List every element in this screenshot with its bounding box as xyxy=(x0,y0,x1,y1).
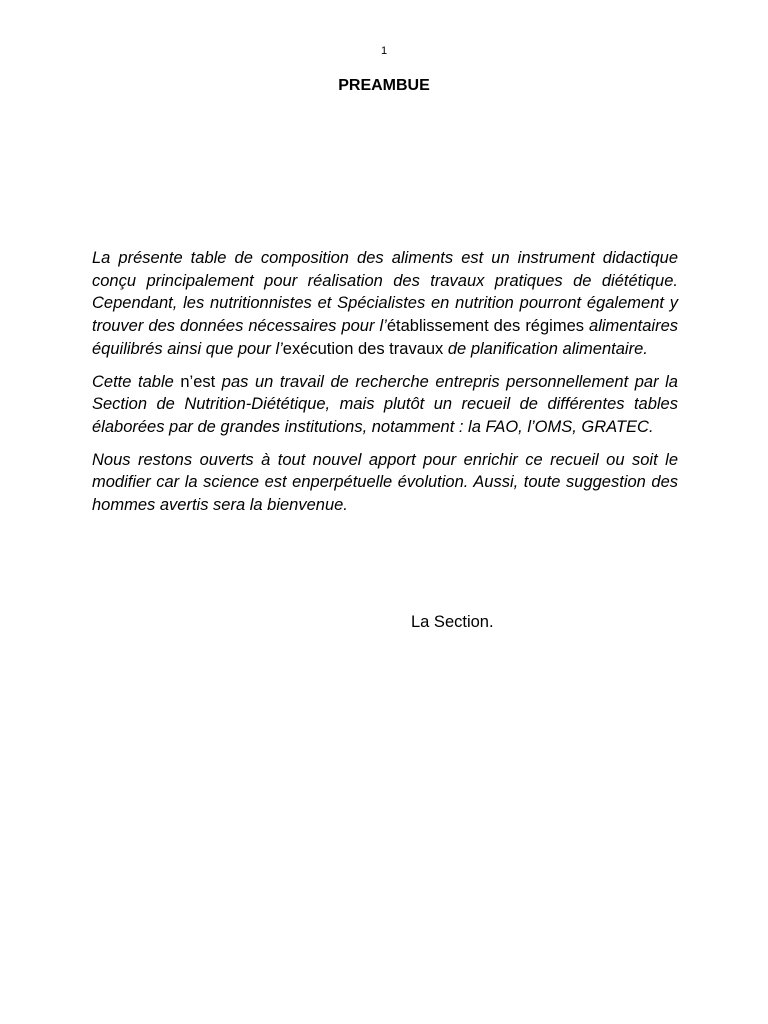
page-title: PREAMBUE xyxy=(338,77,430,94)
signature: La Section. xyxy=(411,613,494,631)
page-number: 1 xyxy=(380,45,388,57)
paragraph-sources xyxy=(92,371,678,439)
emphasis-execution-travaux: exécution des travaux xyxy=(282,339,444,358)
paragraph-purpose-text: La présente table de composition des aliments est un instrument didactique conçu principalement pour réalisation des travaux pratiques de diététique. Cependant, les nutritionnistes et Spécialistes en nutrition pourront également y trouver des données nécessaires pour l’ xyxy=(92,249,678,336)
paragraph-sources-text: Cette table xyxy=(92,372,181,391)
paragraph-sources-text-2: pas un travail de recherche entrepris personnellement par la Section de Nutrition-Diététique, mais plutôt un recueil de différentes tables élaborées par de grandes institutions, notamment : la FAO, l’OMS, GRATEC. xyxy=(92,372,678,436)
paragraph-purpose xyxy=(92,247,678,361)
preamble-body xyxy=(92,247,678,527)
paragraph-purpose-text-3: de planification alimentaire. xyxy=(443,339,648,358)
emphasis-nest: n’est xyxy=(180,372,216,391)
paragraph-contributions: Nous restons ouverts à tout nouvel apport pour enrichir ce recueil ou soit le modifier car la science est enperpétuelle évolution. Aussi, toute suggestion des hommes avertis sera la bienvenue. xyxy=(92,450,678,515)
emphasis-etablissement-regimes: établissement des régimes xyxy=(386,317,585,336)
paragraph-purpose-text-2: alimentaires équilibrés ainsi que pour l’ xyxy=(92,317,679,358)
